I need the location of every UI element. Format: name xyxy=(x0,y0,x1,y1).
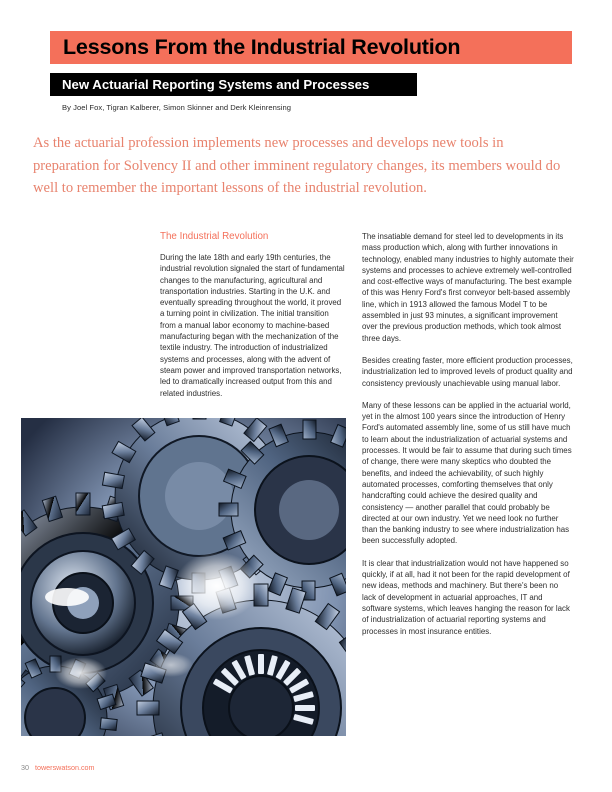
footer-site-url: towerswatson.com xyxy=(35,763,95,772)
section-heading: The Industrial Revolution xyxy=(160,231,269,242)
highlight-lower xyxy=(149,653,193,677)
page-subtitle: New Actuarial Reporting Systems and Processes xyxy=(62,76,370,92)
page-title: Lessons From the Industrial Revolution xyxy=(63,34,461,59)
industrial-gears-photo xyxy=(21,418,346,736)
body-paragraph: Many of these lessons can be applied in the actuarial world, yet in the almost 100 years since the introduction of Henry Ford's automated assembly line, some of us still have much to learn about the industrialization of actuarial systems and processes. It would be fair to assume that during such times of change, there were many skeptics who doubted the benefits, and indeed the achievability, of such highly automated processes, comforting themselves that only handcrafting could achieve the desired quality and consistency — another parallel that could probably be directed at our own industry. Yet we need look no further than the banking industry to see where industrialization has been successfully adopted. xyxy=(362,400,572,546)
body-paragraph: Besides creating faster, more efficient production processes, industrialization led to improved levels of product quality and consistency previously unachievable using manual labor. xyxy=(362,355,573,388)
article-subtitle-band xyxy=(50,73,417,96)
article-title-band xyxy=(50,31,572,64)
highlight-left xyxy=(55,657,107,689)
body-paragraph: During the late 18th and early 19th centuries, the industrial revolution signaled the start of fundamental changes to the manufacturing, agricultural and transportation industries. Starting in the U.K. and eventually spreading throughout the world, it proved a turning point in civilization. The initial transition from a manual labor economy to machine-based manufacturing began with the mechanization of the textile industry. The introduction of industrialized systems and processes, along with the advent of steam power and improved transportation networks, led to dramatically increased output from this and related industries. xyxy=(160,253,345,398)
deck-text: As the actuarial profession implements new processes and develops new tools in preparation for Solvency II and other imminent regulatory changes, its members would do well to remember the important lessons of the industrial revolution. xyxy=(33,135,561,196)
page-number: 30 xyxy=(21,763,29,772)
highlight-center xyxy=(175,552,259,620)
byline: By Joel Fox, Tigran Kalberer, Simon Skinner and Derk Kleinrensing xyxy=(62,103,292,112)
article-deck xyxy=(33,132,573,200)
gears-illustration xyxy=(21,418,346,736)
body-paragraph: It is clear that industrialization would not have happened so quickly, if at all, had it not been for the rapid development of new ideas, methods and machinery. But there's been no lack of development in actuarial approaches, IT and software systems, which leaves hanging the reason for lack of industrialization of actuarial reporting systems and processes in most insurance entities. xyxy=(362,558,570,636)
body-paragraph: The insatiable demand for steel led to developments in its mass production which, along with further innovations in technology, enabled many industries to highly automate their systems and processes to achieve extremely well-controlled and cost-effective ways of manufacturing. The best example of this was Henry Ford's first conveyor belt-based assembly line, which in 1913 allowed the famous Model T to be assembled in just 93 minutes, a significant improvement over the previous production methods, which took almost three days. xyxy=(362,232,574,343)
page-footer xyxy=(21,763,95,772)
right-column xyxy=(362,231,574,637)
left-column xyxy=(160,231,346,399)
